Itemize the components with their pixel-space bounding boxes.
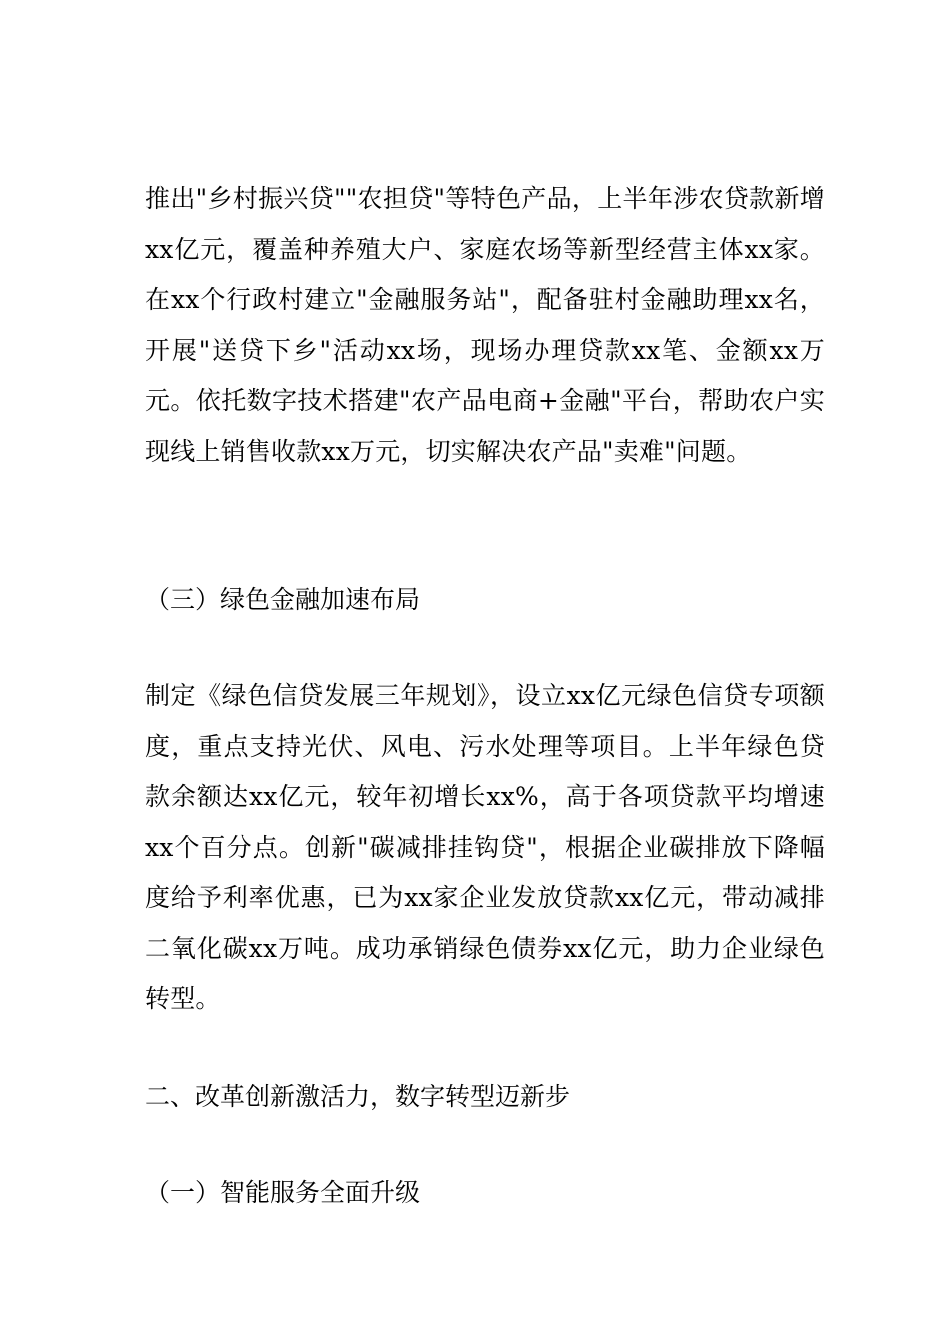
paragraph-rural-finance: 推出"乡村振兴贷""农担贷"等特色产品，上半年涉农贷款新增xx亿元，覆盖种养殖大户、家庭农场等新型经营主体xx家。在xx个行政村建立"金融服务站"，配备驻村金融助理xx名，开展"送贷下乡"活动xx场，现场办理贷款xx笔、金额xx万元。依托数字技术搭建"农产品电商+金融"平台，帮助农户实现线上销售收款xx万元，切实解决农产品"卖难"问题。 xyxy=(145,184,825,466)
paragraph-green-finance: 制定《绿色信贷发展三年规划》，设立xx亿元绿色信贷专项额度，重点支持光伏、风电、污水处理等项目。上半年绿色贷款余额达xx亿元，较年初增长xx%，高于各项贷款平均增速xx个百分点。创新"碳减排挂钩贷"，根据企业碳排放下降幅度给予利率优惠，已为xx家企业发放贷款xx亿元，带动减排二氧化碳xx万吨。成功承销绿色债券xx亿元，助力企业绿色转型。 xyxy=(145,681,825,1013)
section-heading-smart-service: （一）智能服务全面升级 xyxy=(145,1178,421,1207)
chapter-heading-reform: 二、改革创新激活力，数字转型迈新步 xyxy=(145,1082,571,1111)
section-heading-green-finance: （三）绿色金融加速布局 xyxy=(145,585,421,614)
